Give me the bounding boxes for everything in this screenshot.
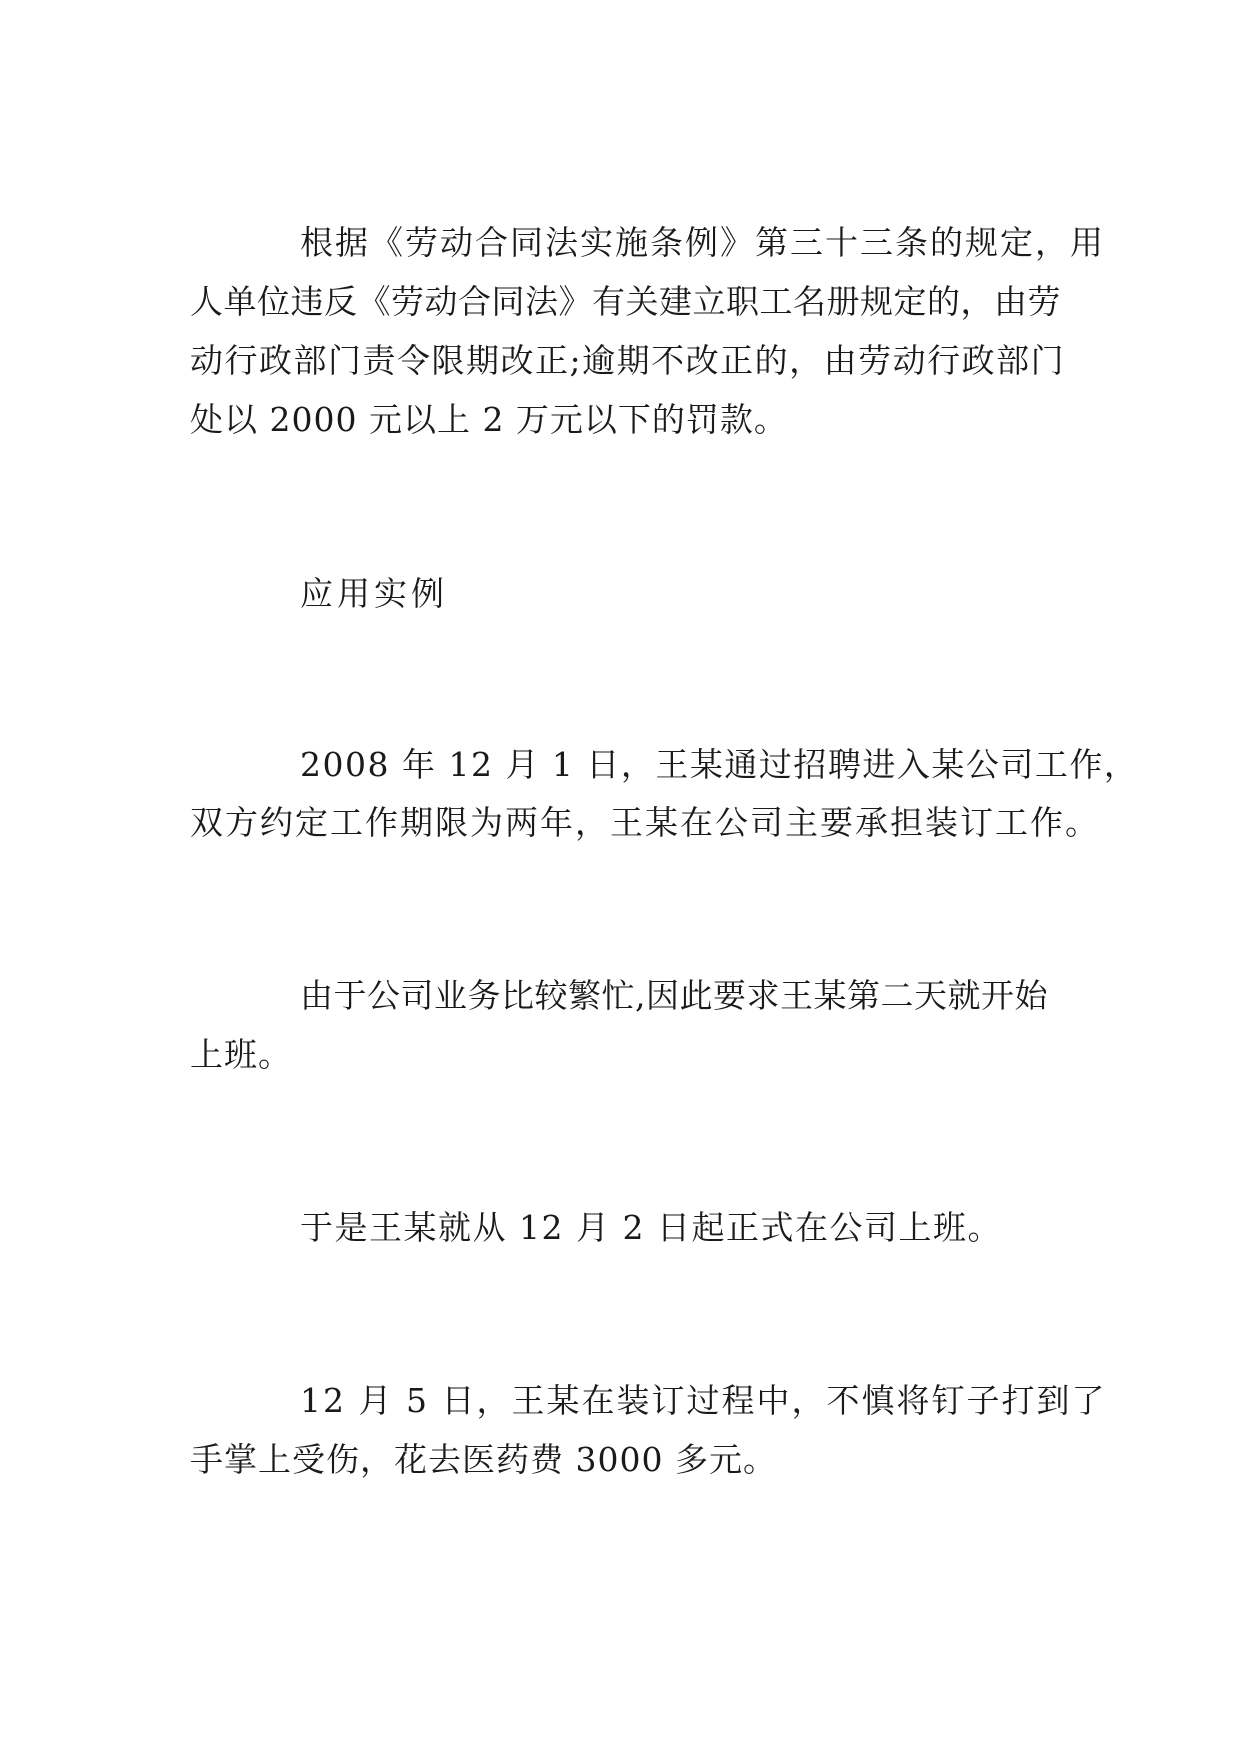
paragraph-line: 根据《劳动合同法实施条例》第三十三条的规定，用 bbox=[300, 223, 1105, 262]
paragraph-line: 2008 年 12 月 1 日，王某通过招聘进入某公司工作， bbox=[300, 745, 1139, 784]
paragraph-line: 手掌上受伤，花去医药费 3000 多元。 bbox=[190, 1440, 777, 1479]
paragraph-line: 人单位违反《劳动合同法》有关建立职工名册规定的，由劳 bbox=[190, 282, 1061, 321]
section-heading-text: 应用实例 bbox=[300, 574, 448, 613]
paragraph-line: 动行政部门责令限期改正;逾期不改正的，由劳动行政部门 bbox=[190, 341, 1066, 380]
paragraph-line: 由于公司业务比较繁忙,因此要求王某第二天就开始 bbox=[300, 976, 1048, 1015]
paragraph-line: 于是王某就从 12 月 2 日起正式在公司上班。 bbox=[300, 1208, 1002, 1247]
paragraph-line: 处以 2000 元以上 2 万元以下的罚款。 bbox=[190, 400, 788, 439]
paragraph-line: 双方约定工作期限为两年，王某在公司主要承担装订工作。 bbox=[190, 803, 1100, 842]
paragraph-line: 12 月 5 日，王某在装订过程中，不慎将钉子打到了 bbox=[300, 1381, 1107, 1420]
paragraph-line: 上班。 bbox=[190, 1035, 292, 1074]
